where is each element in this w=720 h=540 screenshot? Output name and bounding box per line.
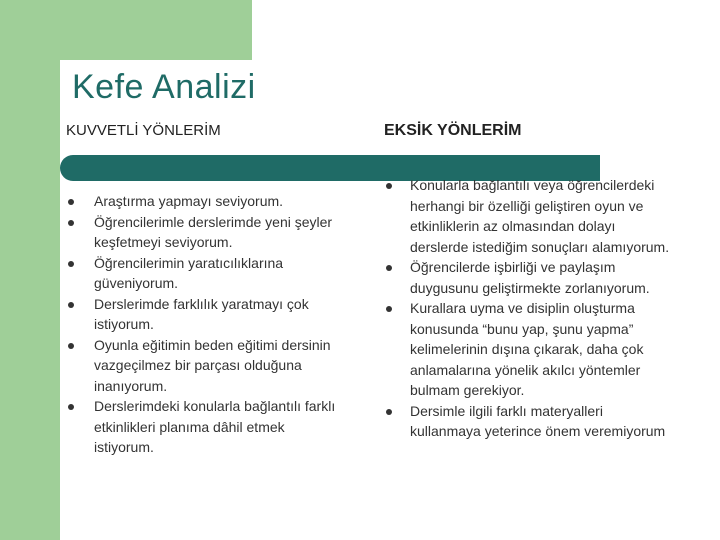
bullet-icon	[68, 220, 74, 226]
weaknesses-list	[384, 175, 674, 442]
strength-text: Öğrencilerimle derslerimde yeni şeyler keşfetmeyi seviyorum.	[94, 213, 333, 250]
top-green-block	[0, 0, 252, 60]
list-item	[68, 396, 348, 458]
strength-text: Derslerimdeki konularla bağlantılı farklı etkinlikleri planıma dâhil etmek istiyorum.	[94, 398, 336, 455]
bullet-icon	[386, 409, 392, 415]
weakness-text: Öğrencilerde işbirliği ve paylaşım duygusunu geliştirmekte zorlanıyorum.	[410, 259, 650, 296]
bullet-icon	[68, 199, 74, 205]
list-item	[68, 191, 348, 212]
list-item	[68, 212, 348, 253]
weakness-text: Kurallara uyma ve disiplin oluşturma konusunda “bunu yap, şunu yapma” kelimelerinin dışına çıkarak, daha çok anlamalarına yönelik akılcı yöntemler bulmam gerekiyor.	[410, 300, 644, 398]
list-item	[68, 294, 348, 335]
left-green-bar	[0, 0, 60, 540]
strength-text: Araştırma yapmayı seviyorum.	[94, 193, 284, 209]
list-item	[384, 298, 674, 401]
bullet-icon	[386, 183, 392, 189]
bullet-icon	[68, 302, 74, 308]
strength-text: Derslerimde farklılık yaratmayı çok istiyorum.	[94, 295, 309, 332]
slide-title: Kefe Analizi	[72, 68, 256, 106]
bullet-icon	[386, 265, 392, 271]
strength-text: Öğrencilerimin yaratıcılıklarına güveniyorum.	[94, 254, 284, 291]
strengths-header: KUVVETLİ YÖNLERİM	[66, 122, 221, 139]
list-item	[384, 401, 674, 442]
bullet-icon	[386, 306, 392, 312]
bullet-icon	[68, 343, 74, 349]
list-item	[384, 175, 674, 257]
weaknesses-header: EKSİK YÖNLERİM	[384, 122, 522, 139]
strengths-list	[68, 191, 348, 458]
list-item	[68, 253, 348, 294]
weakness-text: Dersimle ilgili farklı materyalleri kullanmaya yeterince önem veremiyorum	[410, 402, 666, 439]
bullet-icon	[68, 261, 74, 267]
list-item	[68, 335, 348, 397]
bullet-icon	[68, 404, 74, 410]
weakness-text: Konularla bağlantılı veya öğrencilerdeki herhangi bir özelliği geliştiren oyun ve etkinliklerin az olmasından dolayı derslerde istediğim sonuçları alamıyorum.	[410, 177, 670, 255]
strength-text: Oyunla eğitimin beden eğitimi dersinin vazgeçilmez bir parçası olduğuna inanıyorum.	[94, 336, 331, 394]
list-item	[384, 257, 674, 298]
